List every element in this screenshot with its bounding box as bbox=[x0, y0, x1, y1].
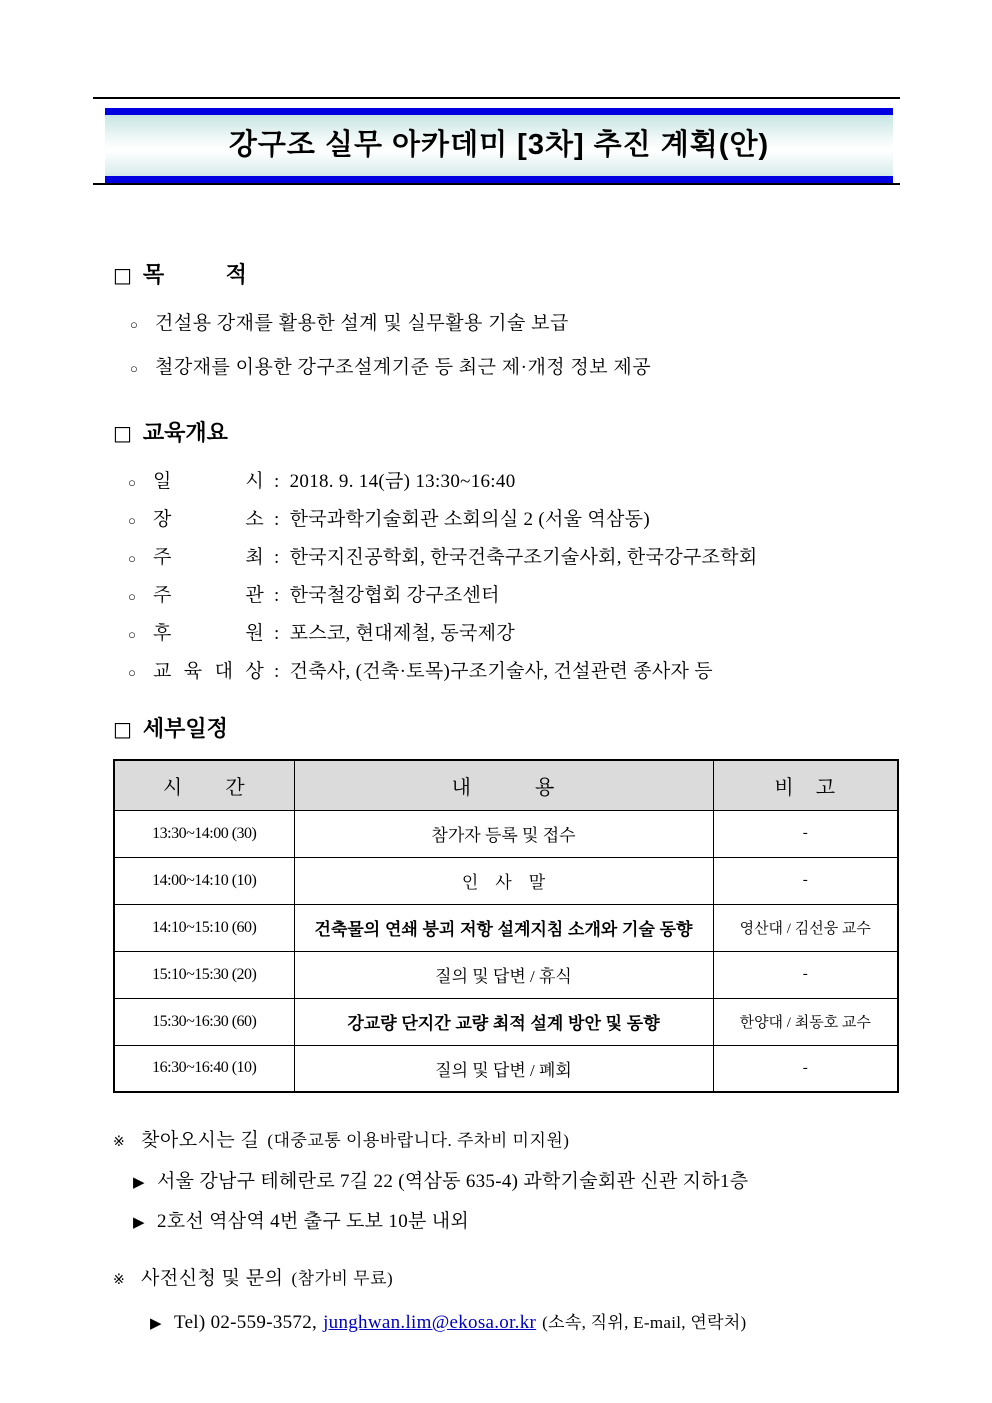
cell-content: 질의 및 답변 / 휴식 bbox=[294, 951, 713, 998]
cell-time: 15:30~16:30 (60) bbox=[114, 998, 294, 1045]
circle-bullet-icon: ○ bbox=[128, 627, 137, 642]
cell-content: 인 사 말 bbox=[294, 857, 713, 904]
note-title: 찾아오시는 길 bbox=[141, 1130, 260, 1151]
table-row bbox=[114, 857, 898, 904]
arrow-bullet-icon: ▶ bbox=[133, 1213, 145, 1231]
cell-remark: 영산대 / 김선웅 교수 bbox=[713, 904, 898, 951]
colon: : bbox=[274, 471, 280, 492]
cell-time: 16:30~16:40 (10) bbox=[114, 1045, 294, 1092]
field-label: 교 육 대 상 bbox=[153, 661, 264, 682]
circle-bullet-icon: ○ bbox=[128, 665, 137, 680]
direction-text: 2호선 역삼역 4번 출구 도보 10분 내외 bbox=[157, 1211, 470, 1232]
cell-time: 15:10~15:30 (20) bbox=[114, 951, 294, 998]
column-header-remark: 비 고 bbox=[713, 760, 898, 810]
list-item bbox=[128, 468, 992, 497]
field-label: 주 관 bbox=[153, 585, 264, 606]
direction-item bbox=[133, 1208, 992, 1236]
arrow-bullet-icon: ▶ bbox=[150, 1314, 162, 1332]
cell-content: 질의 및 답변 / 폐회 bbox=[294, 1045, 713, 1092]
colon: : bbox=[274, 585, 280, 606]
cell-content: 참가자 등록 및 접수 bbox=[294, 810, 713, 857]
field-value: 2018. 9. 14(금) 13:30~16:40 bbox=[289, 471, 516, 492]
cell-remark: - bbox=[713, 1045, 898, 1092]
field-value: 한국철강협회 강구조센터 bbox=[289, 585, 500, 606]
table-row bbox=[114, 1045, 898, 1092]
colon: : bbox=[274, 623, 280, 644]
arrow-bullet-icon: ▶ bbox=[133, 1173, 145, 1191]
square-marker-icon: □ bbox=[113, 421, 132, 445]
purpose-list bbox=[0, 310, 992, 383]
contact-line bbox=[150, 1309, 992, 1337]
direction-item bbox=[133, 1168, 992, 1196]
table-header-row bbox=[114, 760, 898, 810]
list-item bbox=[128, 658, 992, 687]
circle-bullet-icon: ○ bbox=[128, 551, 137, 566]
purpose-heading-text: 목 적 bbox=[142, 262, 247, 287]
circle-bullet-icon: ○ bbox=[128, 513, 137, 528]
purpose-item-text: 철강재를 이용한 강구조설계기준 등 최근 제·개정 정보 제공 bbox=[155, 357, 652, 378]
circle-bullet-icon: ○ bbox=[128, 475, 137, 490]
circle-bullet-icon: ○ bbox=[130, 317, 139, 332]
field-label: 장 소 bbox=[153, 509, 264, 530]
contact-phone: Tel) 02-559-3572, bbox=[174, 1312, 318, 1333]
field-value: 포스코, 현대제철, 동국제강 bbox=[289, 623, 515, 644]
list-item bbox=[130, 310, 992, 339]
square-marker-icon: □ bbox=[113, 263, 132, 287]
cell-remark: - bbox=[713, 810, 898, 857]
colon: : bbox=[274, 509, 280, 530]
note-detail: (대중교통 이용바랍니다. 주차비 미지원) bbox=[267, 1131, 570, 1150]
table-row bbox=[114, 904, 898, 951]
section-heading-purpose bbox=[113, 260, 992, 290]
cell-remark: 한양대 / 최동호 교수 bbox=[713, 998, 898, 1045]
cell-time: 14:00~14:10 (10) bbox=[114, 857, 294, 904]
field-label: 주 최 bbox=[153, 547, 264, 568]
circle-bullet-icon: ○ bbox=[128, 589, 137, 604]
direction-text: 서울 강남구 테헤란로 7길 22 (역삼동 635-4) 과학기술회관 신관 지하1층 bbox=[157, 1171, 749, 1192]
column-header-content: 내 용 bbox=[294, 760, 713, 810]
contact-email-link[interactable]: junghwan.lim@ekosa.or.kr bbox=[323, 1312, 537, 1333]
overview-list bbox=[0, 468, 992, 687]
table-row bbox=[114, 810, 898, 857]
note-directions bbox=[113, 1127, 992, 1156]
reference-mark-icon: ※ bbox=[113, 1272, 126, 1288]
table-row bbox=[114, 951, 898, 998]
list-item bbox=[128, 582, 992, 611]
purpose-item-text: 건설용 강재를 활용한 설계 및 실무활용 기술 보급 bbox=[155, 313, 569, 334]
circle-bullet-icon: ○ bbox=[130, 361, 139, 376]
cell-remark: - bbox=[713, 857, 898, 904]
list-item bbox=[130, 354, 992, 383]
list-item bbox=[128, 506, 992, 535]
note-title: 사전신청 및 문의 bbox=[141, 1268, 284, 1289]
cell-content: 강교량 단지간 교량 최적 설계 방안 및 동향 bbox=[294, 998, 713, 1045]
cell-remark: - bbox=[713, 951, 898, 998]
list-item bbox=[128, 544, 992, 573]
overview-heading-text: 교육개요 bbox=[142, 420, 228, 445]
field-label: 일 시 bbox=[153, 471, 264, 492]
contact-required-info: (소속, 직위, E-mail, 연락처) bbox=[542, 1313, 747, 1332]
section-heading-overview bbox=[113, 418, 992, 448]
schedule-table bbox=[113, 759, 899, 1093]
field-value: 한국과학기술회관 소회의실 2 (서울 역삼동) bbox=[289, 509, 650, 530]
note-detail: (참가비 무료) bbox=[291, 1269, 394, 1288]
field-label: 후 원 bbox=[153, 623, 264, 644]
section-heading-schedule bbox=[113, 714, 992, 744]
title-banner bbox=[105, 108, 893, 183]
field-value: 건축사, (건축·토목)구조기술사, 건설관련 종사자 등 bbox=[289, 661, 713, 682]
title-banner-frame bbox=[93, 97, 900, 185]
column-header-time: 시 간 bbox=[114, 760, 294, 810]
square-marker-icon: □ bbox=[113, 717, 132, 741]
document-title: 강구조 실무 아카데미 [3차] 추진 계획(안) bbox=[228, 129, 770, 161]
table-row bbox=[114, 998, 898, 1045]
colon: : bbox=[274, 661, 280, 682]
cell-time: 13:30~14:00 (30) bbox=[114, 810, 294, 857]
colon: : bbox=[274, 547, 280, 568]
cell-time: 14:10~15:10 (60) bbox=[114, 904, 294, 951]
note-registration bbox=[113, 1265, 992, 1294]
cell-content: 건축물의 연쇄 붕괴 저항 설계지침 소개와 기술 동향 bbox=[294, 904, 713, 951]
field-value: 한국지진공학회, 한국건축구조기술사회, 한국강구조학회 bbox=[289, 547, 758, 568]
reference-mark-icon: ※ bbox=[113, 1134, 126, 1150]
schedule-heading-text: 세부일정 bbox=[142, 716, 228, 741]
list-item bbox=[128, 620, 992, 649]
